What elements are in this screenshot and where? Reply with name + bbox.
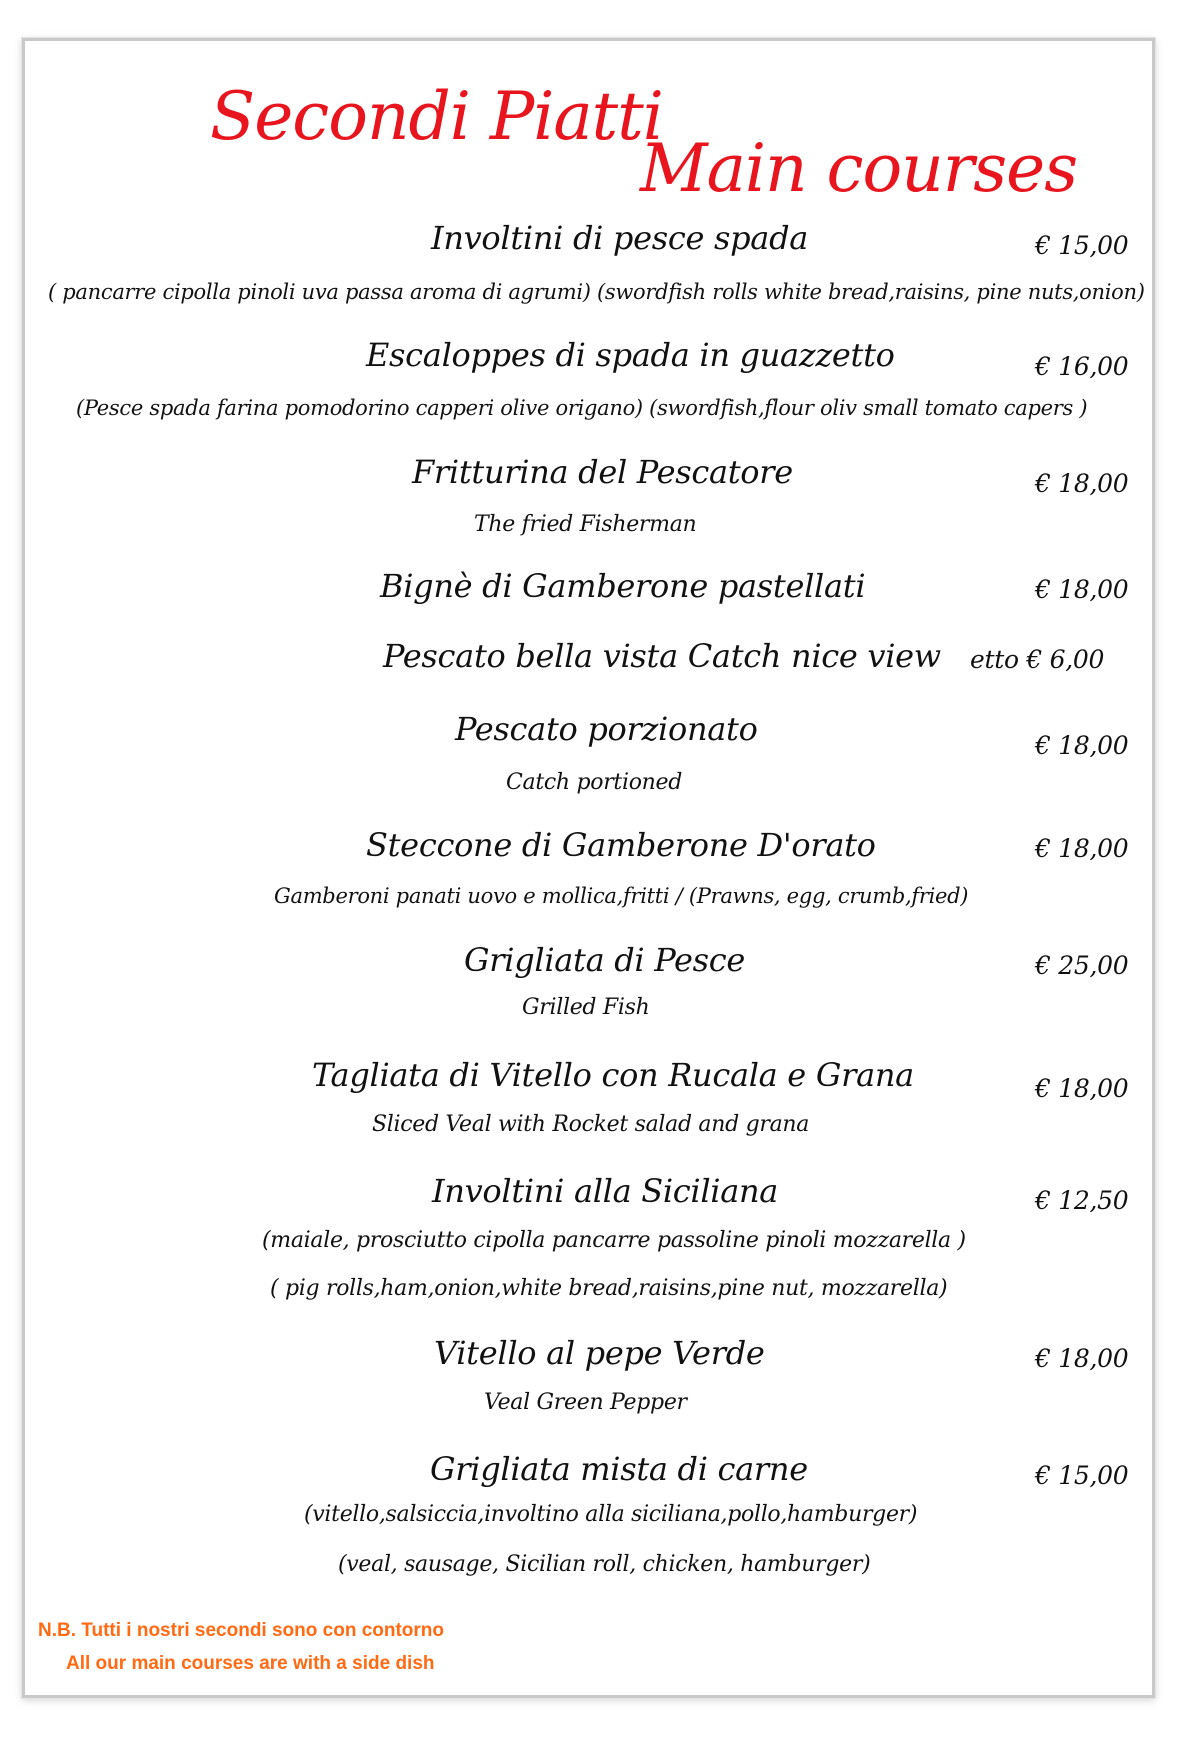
side-dish-note-english: All our main courses are with a side dish	[66, 1653, 435, 1674]
dish-desc-9: Sliced Veal with Rocket salad and grana	[372, 1112, 810, 1137]
dish-desc-11: Veal Green Pepper	[484, 1390, 687, 1415]
dish-price-7: € 18,00	[1035, 834, 1129, 863]
dish-desc-6: Catch portioned	[506, 770, 683, 795]
dish-price-6: € 18,00	[1035, 731, 1129, 760]
dish-desc-10-line1: (maiale, prosciutto cipolla pancarre passoline pinoli mozzarella )	[262, 1228, 966, 1253]
dish-price-5: etto € 6,00	[970, 645, 1105, 674]
dish-name-9: Tagliata di Vitello con Rucala e Grana	[312, 1056, 914, 1094]
dish-price-11: € 18,00	[1035, 1344, 1129, 1373]
dish-name-12: Grigliata mista di carne	[430, 1450, 808, 1488]
dish-price-10: € 12,50	[1035, 1186, 1129, 1215]
title-english: Main courses	[640, 130, 1078, 207]
dish-name-7: Steccone di Gamberone D'orato	[366, 826, 876, 864]
dish-price-4: € 18,00	[1035, 575, 1129, 604]
dish-name-1: Involtini di pesce spada	[431, 219, 809, 257]
dish-price-3: € 18,00	[1035, 469, 1129, 498]
dish-price-12: € 15,00	[1035, 1461, 1129, 1490]
dish-desc-12-line2: (veal, sausage, Sicilian roll, chicken, hamburger)	[338, 1552, 871, 1577]
dish-name-8: Grigliata di Pesce	[464, 941, 746, 979]
dish-price-2: € 16,00	[1035, 352, 1129, 381]
dish-price-1: € 15,00	[1035, 231, 1129, 260]
title-italian: Secondi Piatti	[210, 78, 663, 155]
dish-desc-8: Grilled Fish	[522, 995, 650, 1020]
dish-name-3: Fritturina del Pescatore	[412, 453, 793, 491]
dish-desc-7: Gamberoni panati uovo e mollica,fritti / (Prawns, egg, crumb,fried)	[274, 884, 969, 908]
dish-name-6: Pescato porzionato	[455, 710, 758, 748]
dish-price-9: € 18,00	[1035, 1074, 1129, 1103]
dish-desc-2: (Pesce spada farina pomodorino capperi olive origano) (swordfish,flour oliv small tomato capers )	[76, 396, 1088, 420]
dish-desc-1: ( pancarre cipolla pinoli uva passa aroma di agrumi) (swordfish rolls white bread,raisins, pine nuts,onion)	[48, 280, 1145, 304]
dish-name-10: Involtini alla Siciliana	[432, 1172, 779, 1210]
dish-desc-10-line2: ( pig rolls,ham,onion,white bread,raisins,pine nut, mozzarella)	[270, 1276, 948, 1301]
dish-name-4: Bignè di Gamberone pastellati	[380, 567, 866, 605]
dish-name-2: Escaloppes di spada in guazzetto	[366, 336, 895, 374]
dish-desc-12-line1: (vitello,salsiccia,involtino alla siciliana,pollo,hamburger)	[304, 1502, 918, 1527]
side-dish-note-italian: N.B. Tutti i nostri secondi sono con contorno	[38, 1620, 445, 1641]
dish-name-11: Vitello al pepe Verde	[434, 1334, 765, 1372]
dish-price-8: € 25,00	[1035, 951, 1129, 980]
dish-name-5: Pescato bella vista Catch nice view	[383, 637, 941, 675]
dish-desc-3: The fried Fisherman	[474, 512, 697, 537]
